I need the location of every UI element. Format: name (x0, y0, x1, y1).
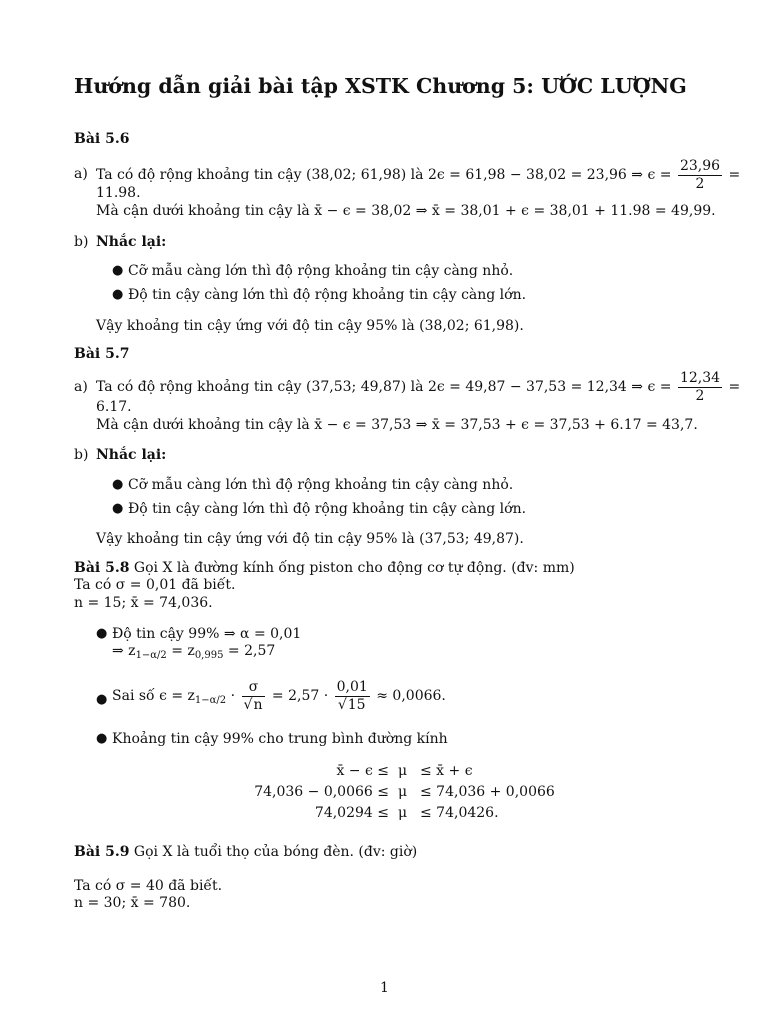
ineq-mid: μ (398, 763, 408, 779)
bullet-icon: ● (112, 263, 124, 278)
bullet-icon: ● (96, 626, 108, 641)
fraction-numerator: σ (242, 680, 266, 697)
confidence-bullet-line1: Độ tin cậy 99% ⇒ α = 0,01 (112, 626, 302, 642)
ineq-left: x̄ − ϵ ≤ (336, 763, 389, 779)
sqrt-icon: √n (243, 696, 263, 713)
confidence-bullet-line2 (112, 644, 275, 661)
ineq-right: ≤ 74,0426. (420, 805, 499, 821)
fraction (678, 159, 722, 191)
problem-5-8-line3: n = 15; x̄ = 74,036. (74, 595, 213, 611)
z-symbol: = z (166, 643, 195, 659)
fraction (242, 680, 266, 712)
bullet-icon: ● (96, 731, 108, 746)
z-symbol: ⇒ z (112, 643, 136, 659)
part-a-label: a) (74, 166, 88, 182)
interval-bullet: Khoảng tin cậy 99% cho trung bình đường kính (112, 731, 448, 747)
reminder-title: Nhắc lại: (96, 234, 167, 250)
error-text: Sai số ϵ = z (112, 688, 195, 705)
problem-5-7-heading: Bài 5.7 (74, 346, 130, 362)
problem-5-6-heading: Bài 5.6 (74, 131, 130, 147)
ineq-mid: μ (398, 784, 408, 800)
problem-5-9-heading: Bài 5.9 (74, 844, 130, 860)
bullet-icon: ● (112, 501, 124, 516)
bullet-icon: ● (112, 477, 124, 492)
problem-5-6-conclusion: Vậy khoảng tin cậy ứng với độ tin cậy 95% là (38,02; 61,98). (96, 318, 524, 334)
problem-5-7-conclusion: Vậy khoảng tin cậy ứng với độ tin cậy 95% là (37,53; 49,87). (96, 531, 524, 547)
reminder-bullet-2: Độ tin cậy càng lớn thì độ rộng khoảng tin cậy càng lớn. (128, 287, 527, 303)
reminder-title: Nhắc lại: (96, 447, 167, 463)
problem-5-6-a-text: Ta có độ rộng khoảng tin cậy (38,02; 61,98) là 2ϵ = 61,98 − 38,02 = 23,96 ⇒ ϵ = (96, 167, 672, 184)
ineq-right: ≤ 74,036 + 0,0066 (420, 784, 555, 800)
dot-operator: · (226, 688, 240, 705)
problem-5-8-intro (74, 561, 575, 575)
problem-5-9-intro (74, 845, 417, 859)
equals-sign: = (728, 167, 741, 184)
problem-5-8-intro-text: Gọi X là đường kính ống piston cho động cơ tự động. (đv: mm) (133, 560, 575, 576)
fraction (678, 371, 722, 403)
sqrt-icon: √15 (337, 696, 366, 713)
radicand: 15 (347, 696, 366, 713)
fraction-numerator: 23,96 (679, 158, 721, 174)
z-subscript: 1−α/2 (194, 695, 227, 707)
problem-5-9-line2: Ta có σ = 40 đã biết. (74, 878, 223, 894)
fraction-numerator: 0,01 (336, 679, 368, 695)
part-b-label: b) (74, 234, 89, 250)
bullet-icon: ● (112, 287, 124, 302)
fraction-denominator: 2 (695, 387, 705, 404)
ineq-mid: μ (398, 805, 408, 821)
problem-5-7-a-line2: 6.17. (96, 399, 132, 415)
problem-5-8-heading: Bài 5.8 (74, 560, 130, 576)
fraction-denominator (335, 697, 370, 713)
problem-5-7-a-text: Ta có độ rộng khoảng tin cậy (37,53; 49,87) là 2ϵ = 49,87 − 37,53 = 12,34 ⇒ ϵ = (96, 379, 672, 396)
equals-sign: = (728, 379, 741, 396)
reminder-bullet-2: Độ tin cậy càng lớn thì độ rộng khoảng tin cậy càng lớn. (128, 501, 527, 517)
reminder-bullet-1: Cỡ mẫu càng lớn thì độ rộng khoảng tin cậy càng nhỏ. (128, 263, 514, 279)
z-subscript: 1−α/2 (135, 650, 167, 661)
error-bullet (112, 680, 446, 712)
fraction-denominator (242, 697, 266, 713)
problem-5-7-a-line3: Mà cận dưới khoảng tin cậy là x̄ − ϵ = 37,53 ⇒ x̄ = 37,53 + ϵ = 37,53 + 6.17 = 43,7. (96, 417, 698, 433)
problem-5-7-a-line1 (96, 371, 740, 403)
fraction-denominator: 2 (695, 175, 705, 192)
problem-5-9-intro-text: Gọi X là tuổi thọ của bóng đèn. (đv: giờ) (133, 844, 418, 860)
equals-text: = 2,57 · (267, 688, 333, 705)
problem-5-8-line2: Ta có σ = 0,01 đã biết. (74, 577, 236, 593)
z-subscript: 0,995 (194, 650, 224, 661)
page-title: Hướng dẫn giải bài tập XSTK Chương 5: ƯỚC LƯỢNG (74, 74, 687, 98)
reminder-bullet-1: Cỡ mẫu càng lớn thì độ rộng khoảng tin cậy càng nhỏ. (128, 477, 514, 493)
page-number: 1 (380, 980, 389, 996)
problem-5-6-a-line3: Mà cận dưới khoảng tin cậy là x̄ − ϵ = 38,02 ⇒ x̄ = 38,01 + ϵ = 38,01 + 11.98 = 49,99. (96, 203, 716, 219)
problem-5-6-a-line2: 11.98. (96, 185, 141, 201)
bullet-icon: ● (96, 692, 108, 707)
problem-5-9-line3: n = 30; x̄ = 780. (74, 895, 191, 911)
ineq-right: ≤ x̄ + ϵ (420, 763, 473, 779)
z-value: = 2,57 (223, 643, 276, 659)
radicand: n (253, 696, 263, 713)
part-a-label: a) (74, 379, 88, 395)
fraction (335, 680, 370, 712)
ineq-left: 74,0294 ≤ (314, 805, 389, 821)
ineq-left: 74,036 − 0,0066 ≤ (254, 784, 389, 800)
problem-5-6-a-line1 (96, 159, 740, 191)
fraction-numerator: 12,34 (679, 370, 721, 386)
approx-result: ≈ 0,0066. (371, 688, 446, 705)
part-b-label: b) (74, 447, 89, 463)
